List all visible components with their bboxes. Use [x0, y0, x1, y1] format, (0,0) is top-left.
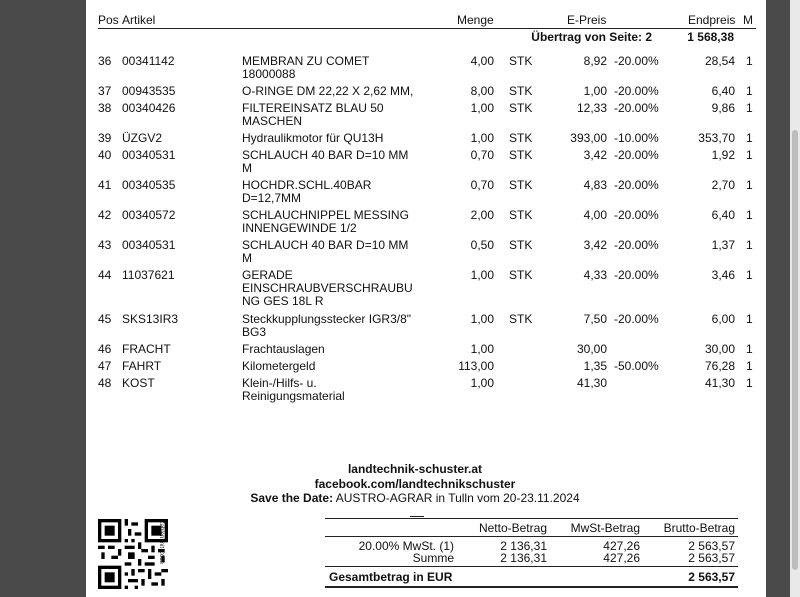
header-artikel: Artikel — [122, 13, 156, 27]
row-discount: -10.00% — [614, 131, 659, 145]
row-m: 1 — [746, 376, 753, 390]
row-menge: 1,00 — [470, 268, 494, 282]
uebertrag-value: 1 568,38 — [687, 30, 734, 44]
row-pos: 41 — [98, 178, 112, 192]
row-pos: 39 — [98, 131, 112, 145]
row-artikel: 00340531 — [122, 238, 176, 252]
table-row — [0, 208, 800, 235]
row-pos: 43 — [98, 238, 112, 252]
row-price: 1,00 — [583, 84, 607, 98]
row-description: Klein-/Hilfs- u. Reinigungsmaterial — [242, 376, 345, 403]
row-m: 1 — [746, 359, 753, 373]
footer-website: landtechnik-schuster.at — [347, 462, 483, 476]
header-pos: Pos — [98, 13, 119, 27]
row-artikel: 00340531 — [122, 148, 176, 162]
row-m: 1 — [746, 312, 753, 326]
row-endpreis: 1,92 — [711, 148, 735, 162]
row-price: 8,92 — [583, 54, 607, 68]
row-artikel: 00943535 — [122, 84, 176, 98]
row-price: 4,00 — [583, 208, 607, 222]
row-menge: 0,70 — [470, 178, 494, 192]
row-menge: 0,70 — [470, 148, 494, 162]
row-m: 1 — [746, 178, 753, 192]
row-price: 7,50 — [583, 312, 607, 326]
row-pos: 36 — [98, 54, 112, 68]
row-endpreis: 28,54 — [704, 54, 735, 68]
row-pos: 37 — [98, 84, 112, 98]
table-row — [0, 360, 800, 376]
row-description: Steckkupplungsstecker IGR3/8" BG3 — [242, 312, 412, 339]
total-value: 2 563,57 — [688, 570, 735, 584]
row-pos: 47 — [98, 359, 112, 373]
row-description: Kilometergeld — [242, 359, 316, 373]
row-m: 1 — [746, 54, 753, 68]
total-top-line — [325, 566, 738, 567]
row-artikel: 00340426 — [122, 101, 176, 115]
row-description: SCHLAUCH 40 BAR D=10 MM M — [242, 238, 409, 265]
row-discount: -20.00% — [614, 54, 659, 68]
row-price: 30,00 — [576, 342, 607, 356]
row-menge: 8,00 — [470, 84, 494, 98]
row-price: 3,42 — [583, 148, 607, 162]
row-menge: 1,00 — [470, 101, 494, 115]
row-endpreis: 3,46 — [711, 268, 735, 282]
row-endpreis: 6,40 — [711, 208, 735, 222]
row-pos: 40 — [98, 148, 112, 162]
row-unit: STK — [509, 101, 533, 115]
save-text: AUSTRO-AGRAR in Tulln vom 20-23.11.2024 — [335, 491, 580, 505]
row-artikel: SKS13IR3 — [122, 312, 179, 326]
row-pos: 46 — [98, 342, 112, 356]
table-row — [0, 54, 800, 81]
row-description: HOCHDR.SCHL.40BAR D=12,7MM — [242, 178, 372, 205]
header-epreis: E-Preis — [567, 13, 607, 27]
separator-mark — [410, 516, 424, 517]
row-discount: -20.00% — [614, 178, 659, 192]
row-artikel: ÜZGV2 — [122, 131, 163, 145]
row-discount: -20.00% — [614, 148, 659, 162]
table-row — [0, 268, 800, 308]
total-bottom-line — [325, 586, 738, 588]
row-m: 1 — [746, 238, 753, 252]
row-menge: 2,00 — [470, 208, 494, 222]
summary-top-line — [325, 518, 738, 519]
summary-header-netto: Netto-Betrag — [478, 521, 547, 535]
row-m: 1 — [746, 131, 753, 145]
table-row — [0, 101, 800, 128]
vat-label: 20.00% MwSt. (1) — [358, 539, 454, 553]
row-endpreis: 9,86 — [711, 101, 735, 115]
row-unit: STK — [509, 238, 533, 252]
qr-caption: Zahlen mit Code — [158, 520, 164, 565]
row-unit: STK — [509, 268, 533, 282]
summary-header-line — [325, 536, 738, 537]
row-artikel: 11037621 — [122, 268, 175, 282]
row-description: SCHLAUCH 40 BAR D=10 MM M — [242, 148, 409, 175]
row-unit: STK — [509, 312, 533, 326]
row-artikel: KOST — [122, 376, 155, 390]
row-discount: -20.00% — [614, 268, 659, 282]
table-row — [0, 312, 800, 339]
total-label: Gesamtbetrag in EUR — [329, 570, 453, 584]
row-unit: STK — [509, 84, 533, 98]
header-m: M — [743, 13, 753, 27]
row-artikel: 00340535 — [122, 178, 176, 192]
row-discount: -20.00% — [614, 208, 659, 222]
row-m: 1 — [746, 84, 753, 98]
row-pos: 48 — [98, 376, 112, 390]
table-row — [0, 148, 800, 175]
row-price: 4,83 — [583, 178, 607, 192]
row-discount: -20.00% — [614, 312, 659, 326]
row-price: 1,35 — [583, 359, 607, 373]
row-menge: 1,00 — [470, 131, 494, 145]
header-endpreis: Endpreis — [688, 13, 736, 27]
row-menge: 0,50 — [470, 238, 494, 252]
row-endpreis: 1,37 — [711, 238, 735, 252]
footer-save-the-date — [200, 491, 630, 505]
row-discount: -50.00% — [614, 359, 659, 373]
uebertrag-label: Übertrag von Seite: 2 — [531, 30, 652, 44]
table-row — [0, 178, 800, 205]
row-description: GERADE EINSCHRAUBVERSCHRAUBU NG GES 18L R — [242, 268, 413, 308]
row-m: 1 — [746, 148, 753, 162]
table-row — [0, 238, 800, 265]
row-menge: 4,00 — [470, 54, 494, 68]
row-endpreis: 2,70 — [711, 178, 735, 192]
footer-facebook: facebook.com/landtechnikschuster — [314, 477, 516, 491]
sum-brutto: 2 563,57 — [688, 551, 735, 565]
row-endpreis: 353,70 — [698, 131, 735, 145]
table-row — [0, 85, 800, 101]
row-unit: STK — [509, 178, 533, 192]
row-m: 1 — [746, 101, 753, 115]
row-discount: -20.00% — [614, 238, 659, 252]
row-pos: 38 — [98, 101, 112, 115]
row-unit: STK — [509, 148, 533, 162]
row-endpreis: 41,30 — [704, 376, 735, 390]
row-artikel: 00341142 — [122, 54, 175, 68]
row-endpreis: 6,40 — [711, 84, 735, 98]
save-label: Save the Date: — [250, 491, 334, 505]
row-artikel: 00340572 — [122, 208, 176, 222]
row-menge: 1,00 — [470, 342, 494, 356]
sum-label: Summe — [412, 551, 454, 565]
sum-mwst: 427,26 — [603, 551, 640, 565]
row-m: 1 — [746, 268, 753, 282]
row-description: FILTEREINSATZ BLAU 50 MASCHEN — [242, 101, 384, 128]
row-m: 1 — [746, 208, 753, 222]
row-unit: STK — [509, 54, 533, 68]
row-price: 4,33 — [583, 268, 607, 282]
row-discount: -20.00% — [614, 101, 659, 115]
row-pos: 42 — [98, 208, 112, 222]
row-description: SCHLAUCHNIPPEL MESSING INNENGEWINDE 1/2 — [242, 208, 409, 235]
row-description: O-RINGE DM 22,22 X 2,62 MM, — [242, 84, 414, 98]
vat-brutto: 2 563,57 — [688, 539, 735, 553]
row-endpreis: 6,00 — [711, 312, 735, 326]
vat-netto: 2 136,31 — [500, 539, 547, 553]
row-pos: 44 — [98, 268, 112, 282]
row-artikel: FAHRT — [122, 359, 162, 373]
summary-header-mwst: MwSt-Betrag — [570, 521, 640, 535]
row-menge: 113,00 — [458, 359, 494, 373]
row-endpreis: 30,00 — [704, 342, 735, 356]
row-price: 12,33 — [576, 101, 607, 115]
row-unit: STK — [509, 208, 533, 222]
row-description: Frachtauslagen — [242, 342, 325, 356]
header-divider — [98, 28, 756, 29]
sum-netto: 2 136,31 — [500, 551, 547, 565]
table-row — [0, 132, 800, 148]
summary-header-brutto: Brutto-Betrag — [663, 521, 735, 535]
row-description: Hydraulikmotor für QU13H — [242, 131, 384, 145]
row-unit: STK — [509, 131, 533, 145]
table-row — [0, 376, 800, 403]
row-endpreis: 76,28 — [704, 359, 735, 373]
row-pos: 45 — [98, 312, 112, 326]
row-price: 393,00 — [570, 131, 607, 145]
row-menge: 1,00 — [470, 312, 494, 326]
table-row — [0, 343, 800, 359]
row-price: 41,30 — [576, 376, 607, 390]
header-menge: Menge — [457, 13, 494, 27]
row-menge: 1,00 — [470, 376, 494, 390]
row-m: 1 — [746, 342, 753, 356]
row-description: MEMBRAN ZU COMET 18000088 — [242, 54, 370, 81]
row-discount: -20.00% — [614, 84, 659, 98]
row-price: 3,42 — [583, 238, 607, 252]
vat-mwst: 427,26 — [603, 539, 640, 553]
row-artikel: FRACHT — [122, 342, 171, 356]
